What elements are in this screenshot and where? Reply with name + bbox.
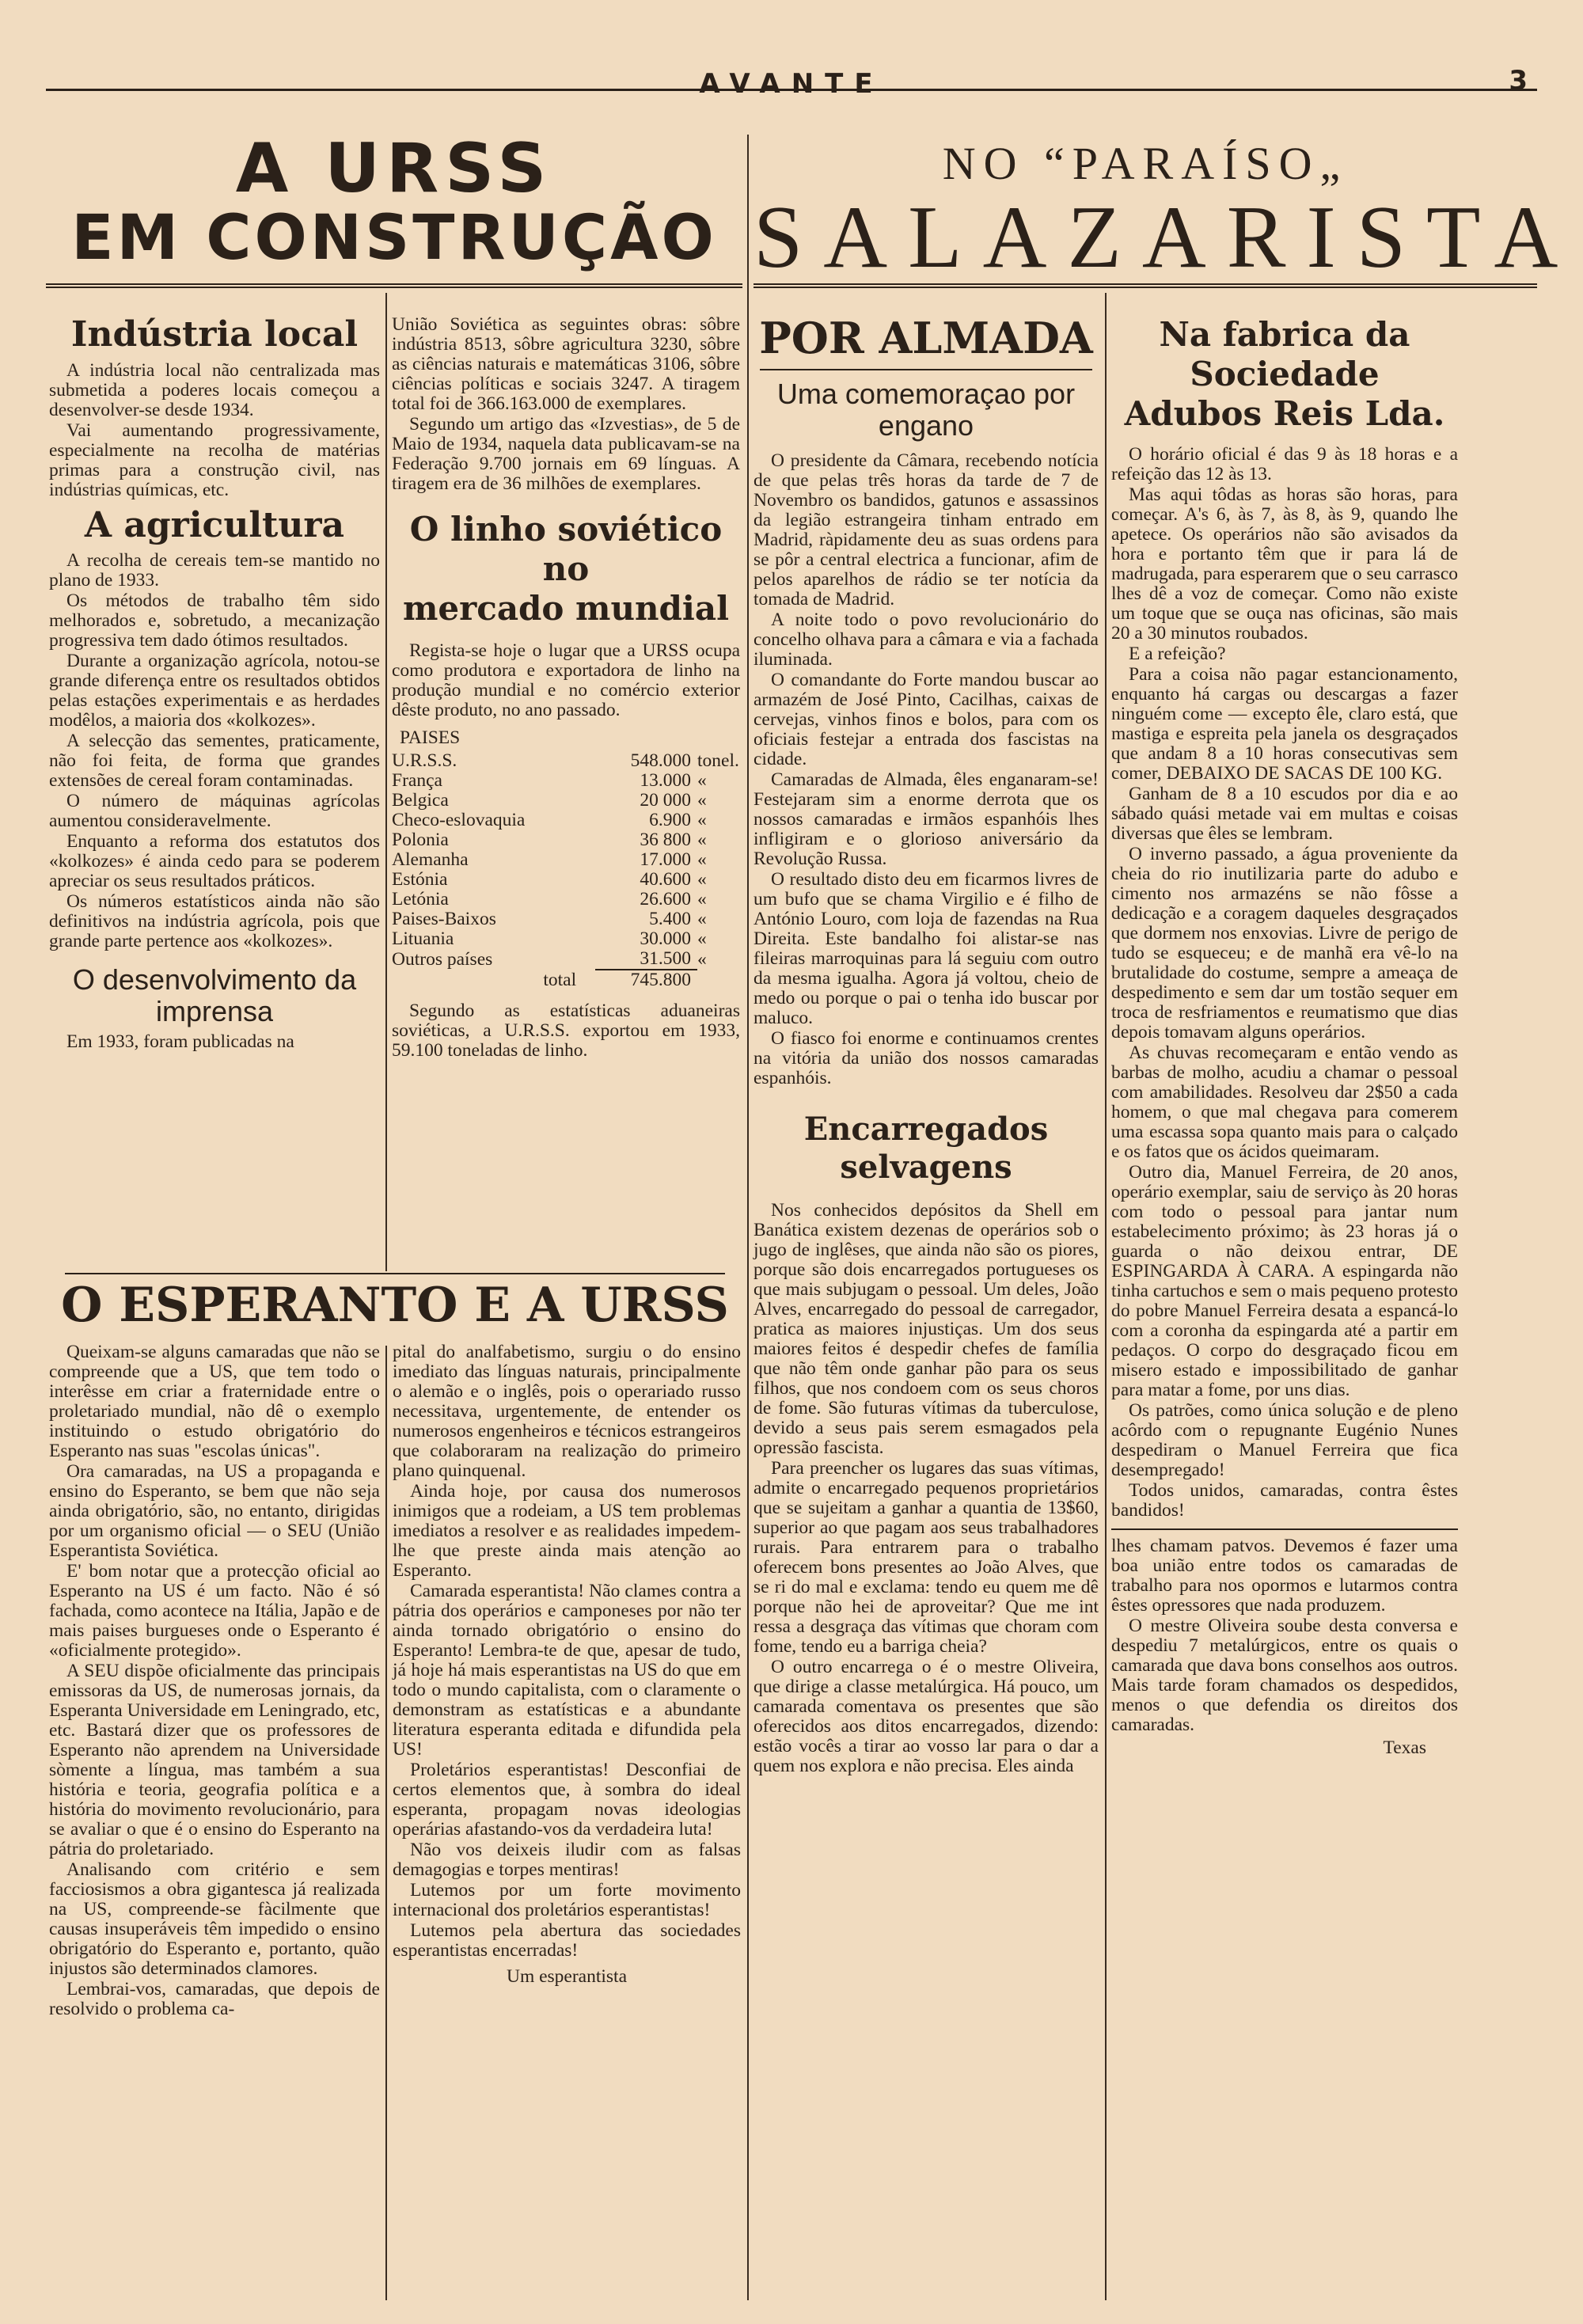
esperanto-paragraph: Não vos deixeis iludir com as falsas demagogias e torpes mentiras!: [393, 1840, 741, 1880]
fabrica-paragraph: E a refeição?: [1129, 644, 1226, 664]
right-header-line2: SALAZARISTA: [754, 188, 1579, 287]
agricultura-paragraph: A recolha de cereais tem-se mantido no plano de 1933.: [49, 550, 380, 590]
almada-rule: [760, 369, 1092, 370]
esperanto-paragraph: Ainda hoje, por causa dos numerosos inimigos que a rodeiam, a US tem problemas imediatos a resolver e as realidades impedem-lhe que preste ainda mais atenção ao Esperanto.: [393, 1481, 741, 1581]
continuation-signature: Texas: [1383, 1737, 1426, 1758]
linho-value: 30.000: [640, 928, 691, 949]
linho-value: 26.600: [640, 889, 691, 909]
linho-value: 548.000: [630, 750, 691, 771]
almada-paragraph: Camaradas de Almada, êles enganaram-se! Festejaram sim a enorme derrota que os nossos camaradas e irmãos espanhóis lhes infligiram e o glorioso aniversário da Revolução Russa.: [754, 769, 1099, 869]
linho-total-value: 745.800: [595, 970, 697, 990]
esperanto-columns: [49, 1342, 741, 2020]
table-row: [392, 949, 740, 970]
agricultura-paragraph: O número de máquinas agrícolas aumentou consideravelmente.: [49, 791, 380, 831]
linho-title-line2: mercado mundial: [402, 589, 730, 628]
linho-value: 6.900: [649, 810, 691, 830]
linho-value: 20 000: [640, 790, 691, 811]
table-row: [392, 791, 740, 811]
linho-value: 13.000: [640, 770, 691, 791]
column-2: [392, 315, 740, 1061]
left-header-line2: EM CONSTRUÇÃO: [71, 203, 717, 274]
linho-country: Checo-eslovaquia: [392, 810, 526, 830]
linho-country: Estónia: [392, 869, 448, 890]
table-row: [392, 751, 740, 771]
fabrica-paragraph: Todos unidos, camaradas, contra êstes bandidos!: [1111, 1480, 1458, 1521]
linho-paragraph: Segundo as estatísticas aduaneiras soviéticas, a U.R.S.S. exportou em 1933, 59.100 toneladas de linho.: [392, 1001, 740, 1061]
left-section-header: [46, 129, 742, 274]
linho-country: Polonia: [392, 830, 449, 850]
encarregados-body: [754, 1201, 1099, 1776]
masthead-title: AVANTE: [699, 68, 884, 100]
imprensa-title: O desenvolvimento da imprensa: [72, 963, 357, 1027]
fabrica-title: [1111, 315, 1458, 434]
esperanto-paragraph: Lutemos pela abertura das sociedades esperantistas encerradas!: [393, 1920, 741, 1961]
encarregados-paragraph: Nos conhecidos depósitos da Shell em Banática existem dezenas de operários sob o jugo de inglêses, que ainda não são os piores, porque são dois encarregados portugueses os que mais subjugam o pessoal. Um deles, João Alves, encarregado do pessoal de carregador, pratica as maiores injustiças. Um dos seus maiores feitos é despedir chefes de família que não têm onde ganhar pão para os seus filhos, que nos condoem com os seus choros de fome. São futuras vítimas da tuberculose, devido a seus pais serem esmagados pela opressão fascista.: [754, 1200, 1099, 1458]
left-header-line1: A URSS: [235, 129, 553, 208]
continuation-paragraph: O mestre Oliveira soube desta conversa e despediu 7 metalúrgicos, entre os quais o camarada que dava bons conselhos aos outros. Mais tarde foram chamados os despedidos, menos o que defendia os direitos dos camaradas.: [1111, 1616, 1458, 1735]
imprensa-paragraph: Em 1933, foram publicadas na: [66, 1031, 294, 1052]
linho-unit: «: [697, 810, 707, 830]
esperanto-title: O ESPERANTO E A URSS: [61, 1278, 729, 1333]
almada-paragraph: O resultado disto deu em ficarmos livres de um bufo que se chama Virgilio e é filho de António Louro, com loja de fazendas na Rua Direita. Este bandalho foi alistar-se nas fileiras marroquinas para lá seguiu com outro da mesma igualha. Agora já voltou, cheio de medo ou porque o pai o tenha ido buscar por maluco.: [754, 869, 1099, 1028]
linho-unit: «: [697, 849, 707, 870]
fabrica-paragraph: Para a coisa não pagar estancionamento, enquanto há cargas ou descargas a fazer ninguém come — excepto êle, claro está, que mastiga e espreita pela janela os desgraçados que andam 8 a 10 horas consecutivas sem comer, DEBAIXO DE SACAS DE 100 KG.: [1111, 664, 1458, 784]
table-row: [392, 850, 740, 870]
esperanto-signature: Um esperantista: [506, 1966, 628, 1987]
linho-country: Belgica: [392, 790, 449, 811]
table-row: [392, 830, 740, 850]
linho-country: U.R.S.S.: [392, 750, 457, 771]
fabrica-body: [1111, 445, 1458, 1521]
table-row: [392, 870, 740, 890]
linho-country: Outros países: [392, 948, 493, 970]
fabrica-paragraph: Outro dia, Manuel Ferreira, de 20 anos, operário exemplar, saiu de serviço às 20 horas com todo o pessoal para jantar num estabelecimento próximo; às 23 horas já o guarda o não deixou entrar, DE ESPINGARDA À CARA. A espingarda não tinha cartuchos e sem o mais pequeno protesto do pobre Manuel Ferreira desata a espancá-lo com a coronha da espingarda até a partir em pedaços. O corpo do desgraçado ficou em misero estado e impossibilitado de ganhar para matar a fome, por uns dias.: [1111, 1162, 1458, 1400]
fabrica-paragraph: O horário oficial é das 9 às 18 horas e a refeição das 12 às 13.: [1111, 444, 1458, 484]
linho-value: 40.600: [640, 869, 691, 890]
industria-paragraph: A indústria local não centralizada mas submetida a poderes locais começou a desenvolver-se desde 1934.: [49, 360, 380, 420]
fabrica-paragraph: Ganham de 8 a 10 escudos por dia e ao sábado quási metade vai em multas e coisas diversas que êles se lembram.: [1111, 784, 1458, 844]
linho-unit: «: [697, 770, 707, 791]
linho-table: [392, 751, 740, 990]
table-row: [392, 890, 740, 909]
encarregados-title: Encarregados selvagens: [803, 1111, 1049, 1186]
esperanto-paragraph: A SEU dispõe oficialmente das principais emissoras da US, de numerosas jornais, da Esperanta Universidade em Leningrado, etc, etc. Bastará dizer que os professores de Esperanto não aprendem na Universidade sòmente a língua, mas também a sua história e teoria, geografia política e a história do movimento revolucionário, para se avaliar o que é o ensino do Esperanto na pátria do proletariado.: [49, 1661, 380, 1859]
almada-subtitle: Uma comemoraçao por engano: [776, 378, 1076, 442]
esperanto-article: [49, 1273, 741, 2020]
center-column-divider: [747, 135, 749, 2300]
esperanto-paragraph: Camarada esperantista! Não clames contra a pátria dos operários e camponeses por não ter ainda tornado obrigatório o ensino do Esperanto! Lembra-te de que, apesar de tudo, já hoje há mais esperantistas na US do que em todo o mundo capitalista, com o claramente o demonstram as estatísticas e a abundante literatura esperanta editada e difundida pela US!: [393, 1581, 741, 1760]
esperanto-paragraph: pital do analfabetismo, surgiu o do ensino imediato das línguas naturais, principalmente o alemão e o inglês, pois o operariado russo necessitava, urgentemente, de entender os numerosos engenheiros e técnicos estrangeiros que colaboraram na realização do primeiro plano quinquenal.: [393, 1342, 741, 1481]
almada-paragraph: A noite todo o povo revolucionário do concelho olhava para a câmara e via a fachada iluminada.: [754, 609, 1099, 670]
imprensa-paragraph: Segundo um artigo das «Izvestias», de 5 de Maio de 1934, naquela data publicavam-se na Federação 9.700 jornais em 69 línguas. A tiragem era de 36 milhões de exemplares.: [392, 414, 740, 494]
left-header-rule: [46, 283, 742, 291]
agricultura-paragraph: Os métodos de trabalho têm sido melhorados e, sobretudo, a mecanização progressiva tem dado ótimos resultados.: [49, 590, 380, 651]
esperanto-paragraph: Ora camaradas, na US a propaganda e ensino do Esperanto, se bem que não seja ainda obrigatório, são, no entanto, dirigidas por um organismo oficial — o SEU (União Esperantista Soviética.: [49, 1461, 380, 1561]
linho-country: Letónia: [392, 889, 449, 909]
agricultura-paragraph: Os números estatísticos ainda não são definitivos na indústria agrícola, pois que grande parte pertence aos «kolkozes».: [49, 891, 380, 951]
linho-total-label: total: [543, 969, 577, 990]
esperanto-paragraph: Lembrai-vos, camaradas, que depois de resolvido o problema ca-: [49, 1979, 380, 2019]
linho-unit: «: [697, 909, 707, 929]
agricultura-paragraph: Durante a organização agrícola, notou-se grande diferença entre os resultados obtidos pelas estações experimentais e as herdades modêlos, a maioria dos «kolkozes».: [49, 651, 380, 731]
esperanto-rule: [65, 1273, 725, 1274]
esperanto-paragraph: E' bom notar que a protecção oficial ao Esperanto na US é um facto. Não é só fachada, como acontece na Itália, Japão e de mais paises burgueses onde o Esperanto é «oficialmente protegido».: [49, 1561, 380, 1661]
right-header-rule: [754, 283, 1537, 291]
agricultura-paragraph: Enquanto a reforma dos estatutos dos «kolkozes» é ainda cedo para se poderem apreciar os seus resultados práticos.: [49, 831, 380, 891]
right-column-divider: [1105, 293, 1107, 2300]
agricultura-title: A agricultura: [84, 505, 345, 545]
table-row: [392, 771, 740, 791]
almada-body: [754, 451, 1099, 1088]
table-row: [392, 929, 740, 949]
linho-total-unit: [697, 970, 740, 990]
table-total-row: [392, 970, 740, 990]
right-section-header: [754, 138, 1579, 287]
esperanto-column-1: [49, 1342, 380, 2020]
linho-title-line1: O linho soviético no: [409, 510, 723, 588]
linho-unit: tonel.: [697, 750, 739, 771]
linho-unit: «: [697, 928, 707, 949]
column-4: [1111, 315, 1458, 1758]
linho-value: 31.500: [640, 948, 691, 969]
linho-unit: «: [697, 869, 707, 890]
encarregados-paragraph: O outro encarrega o é o mestre Oliveira, que dirige a classe metalúrgica. Há pouco, um camarada comentava os presentes que são oferecidos aos ditos encarregados, dizendo: estão vocês a tirar ao vosso lar para o dar a quem nos explora e não precisa. Eles ainda: [754, 1657, 1099, 1776]
continuation-body: [1111, 1536, 1458, 1735]
linho-unit: «: [697, 948, 707, 970]
almada-title: POR ALMADA: [759, 313, 1093, 363]
linho-country: Paises-Baixos: [392, 909, 496, 929]
table-row: [392, 811, 740, 830]
linho-title: [392, 510, 740, 628]
fabrica-title-line1: Na fabrica da Sociedade: [1159, 315, 1410, 393]
esperanto-paragraph: Queixam-se alguns camaradas que não se compreende que a US, que tem todo o interêsse em criar a fraternidade entre o proletariado mundial, não dê o exemplo instituindo o estudo obrigatório do Esperanto nas suas "escolas únicas".: [49, 1342, 380, 1461]
column-1: [49, 315, 380, 1053]
esperanto-paragraph: Lutemos por um forte movimento internacional dos proletários esperantistas!: [393, 1880, 741, 1920]
esperanto-paragraph: Analisando com critério e sem facciosismos a obra gigantesca já realizada na US, compreende-se fàcilmente que causas insuperáveis têm impedido o ensino obrigatório do Esperanto e, portanto, quão injustos são determinados clamores.: [49, 1859, 380, 1979]
linho-country: Lituania: [392, 928, 454, 949]
right-header-line1: NO “PARAÍSO„: [942, 138, 1349, 189]
linho-country: França: [392, 770, 442, 791]
almada-paragraph: O comandante do Forte mandou buscar ao armazém de José Pinto, Cacilhas, caixas de cervejas, vinhos finos e bolos, para com os oficiais festejar a entrada dos fascistas na cidade.: [754, 670, 1099, 769]
masthead-rule: [46, 89, 1537, 91]
almada-paragraph: O fiasco foi enorme e continuamos crentes na vitória da união dos nossos camaradas espanhóis.: [754, 1028, 1099, 1088]
fabrica-paragraph: O inverno passado, a água proveniente da cheia do rio inutilizaria parte do adubo e cimento nos armazéns se não fôsse a dedicação e a coragem daqueles desgraçados que dormem nos enxovias. Livre de perigo de tudo se esqueceu; e de manhã era vê-lo na brutalidade do costume, sempre a ameaça de despedimento e sem dar um tostão sequer em troca de resfriamentos e reumatismo que dias depois tomavam alguns operários.: [1111, 844, 1458, 1042]
almada-paragraph: O presidente da Câmara, recebendo notícia de que pelas três horas da tarde de 7 de Novembro os bandidos, gatunos e assassinos da legião estrangeira tinham entrado em Madrid, ràpidamente deu as suas ordens para se pôr a central electrica a funcionar, afim de pelos aparelhos de rádio se ter notícia da tomada de Madrid.: [754, 450, 1099, 609]
fabrica-paragraph: Os patrões, como única solução e de pleno acôrdo com o repugnante Eugénio Nunes despediram o Manuel Ferreira que fica desempregado!: [1111, 1400, 1458, 1480]
esperanto-paragraph: Proletários esperantistas! Desconfiai de certos elementos que, à sombra do ideal esperanta, propagam novas ideologias operárias afastando-vos da verdadeira luta!: [393, 1760, 741, 1840]
linho-unit: «: [697, 830, 707, 850]
fabrica-paragraph: As chuvas recomeçaram e então vendo as barbas de molho, acudiu a chamar o pessoal com amabilidades. Resolveu dar 2$50 a cada homem, o que mal chegava para comerem uma escassa sopa quanto mais para o calçado e os fatos que os ácidos queimaram.: [1111, 1042, 1458, 1162]
linho-value: 5.400: [649, 909, 691, 929]
linho-country: Alemanha: [392, 849, 469, 870]
linho-paragraph: Regista-se hoje o lugar que a URSS ocupa como produtora e exportadora de linho na produção mundial e no comércio exterior dêste produto, no ano passado.: [392, 640, 740, 720]
table-row: [392, 909, 740, 929]
fabrica-end-rule: [1111, 1528, 1458, 1530]
linho-value: 36 800: [640, 830, 691, 850]
esperanto-column-2: [393, 1342, 741, 2020]
agricultura-paragraph: A selecção das sementes, praticamente, não foi feita, de forma que grandes extensões de cereal foram contaminadas.: [49, 731, 380, 791]
fabrica-paragraph: Mas aqui tôdas as horas são horas, para começar. A's 6, às 7, às 8, às 9, quando lhe apetece. Os operários não são avisados da hora e portanto têm que ir para lá de madrugada, para esperarem que o seu carrasco lhes dê a voz de começar. Como não existe um toque que se ouça nas oficinas, são mais 20 a 30 minutos roubados.: [1111, 484, 1458, 644]
column-3: [754, 315, 1099, 1777]
industria-title: Indústria local: [70, 314, 359, 355]
left-top-divider: [385, 293, 387, 1271]
linho-table-header: PAISES: [400, 727, 461, 748]
continuation-paragraph: lhes chamam patvos. Devemos é fazer uma boa união entre todos os camaradas de trabalho para nos opormos e lutarmos contra êstes opressores que nada produzem.: [1111, 1536, 1458, 1616]
imprensa-paragraph: União Soviética as seguintes obras: sôbre indústria 8513, sôbre agricultura 3230, sôbre as ciências naturais e matemáticas 3106, sôbre ciências políticas e sociais 3247. A tiragem total foi de 366.163.000 de exemplares.: [392, 314, 740, 414]
industria-paragraph: Vai aumentando progressivamente, especialmente na recolha de matérias primas para a construção civil, nas indústrias químicas, etc.: [49, 420, 380, 500]
fabrica-title-line2: Adubos Reis Lda.: [1124, 394, 1445, 433]
linho-unit: «: [697, 790, 707, 811]
encarregados-paragraph: Para preencher os lugares das suas vítimas, admite o encarregado pequenos proprietários que se sujeitam a ganhar a quantia de 13$60, superior ao que pagam aos seus trabalhadores rurais. Para entrarem para o trabalho oferecem bons presentes ao João Alves, que se ri do mal e exclama: tendo eu quem me dê porque não hei de aproveitar? Que me int ressa a desgraça das vítimas que choram com fome, tendo eu a barriga cheia?: [754, 1458, 1099, 1657]
page-number: 3: [1509, 65, 1528, 97]
linho-value: 17.000: [640, 849, 691, 870]
linho-unit: «: [697, 889, 707, 909]
